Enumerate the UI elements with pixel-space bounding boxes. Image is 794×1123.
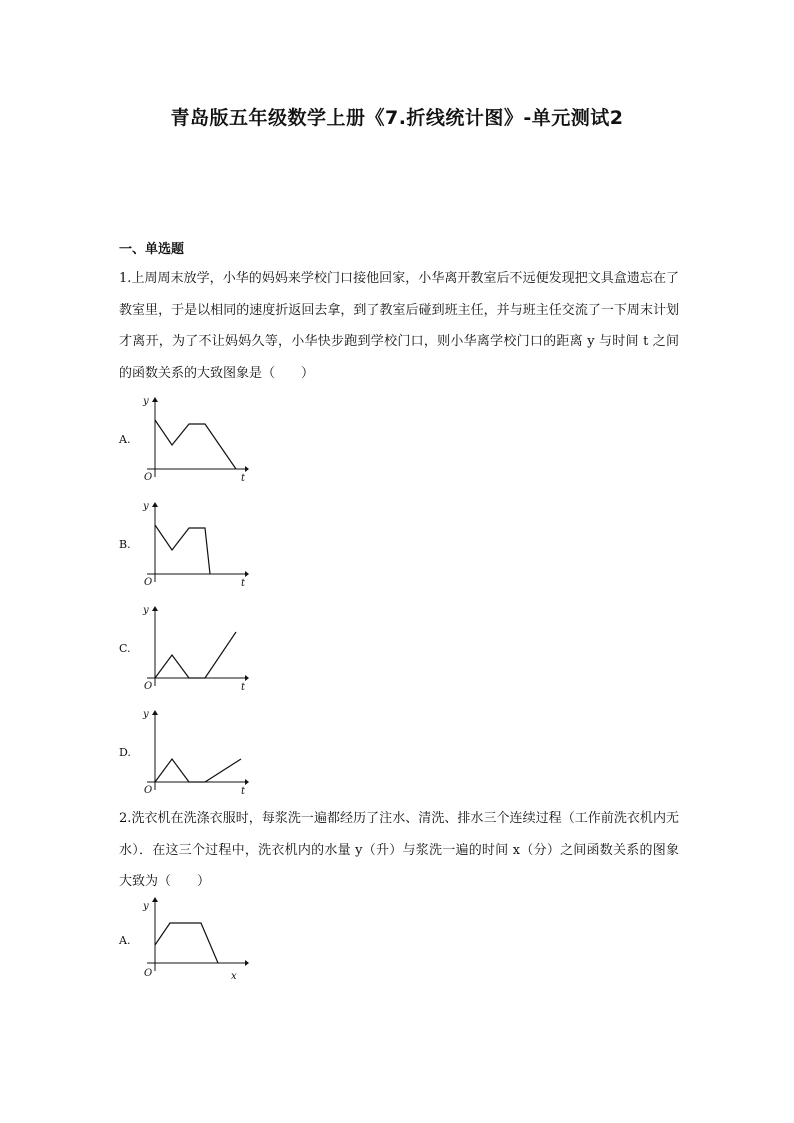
q2-option-a-label: A. [119, 934, 131, 947]
x-axis-label: t [241, 786, 246, 797]
origin-label: O [144, 968, 153, 979]
option-d-label: D. [119, 746, 131, 759]
origin-label: O [144, 472, 153, 483]
section-heading: 一、单选题 [119, 242, 185, 257]
x-axis-arrow [245, 779, 249, 785]
y-axis-arrow [152, 502, 158, 507]
y-axis-arrow [152, 710, 158, 715]
y-axis-label: y [143, 901, 149, 912]
function-line [155, 759, 241, 782]
q2-option-a-graph [135, 895, 250, 985]
question-2-text: 2.洗衣机在洗涤衣服时，每浆洗一遍都经历了注水、清洗、排水三个连续过程（工作前洗衣机内无水）．在这三个过程中，洗衣机内的水量 y（升）与浆洗一遍的时间 x（分）之间函数关系的图象大致为（ ） [119, 811, 679, 889]
origin-label: O [144, 785, 153, 796]
x-axis-label: t [241, 473, 246, 484]
x-axis-arrow [245, 466, 249, 472]
y-axis-label: y [143, 605, 149, 616]
function-line [155, 923, 218, 963]
x-axis-label: x [231, 971, 237, 982]
x-axis-label: t [241, 578, 246, 589]
option-c-graph [135, 604, 250, 694]
function-line [155, 420, 236, 469]
y-axis-label: y [143, 501, 149, 512]
y-axis-arrow [152, 897, 158, 902]
page-title: 青岛版五年级数学上册《7.折线统计图》-单元测试2 [170, 107, 624, 129]
option-a-label: A. [119, 433, 131, 446]
y-axis-label: y [143, 709, 149, 720]
option-a-graph [135, 395, 250, 485]
option-b-label: B. [119, 538, 131, 551]
function-line [155, 525, 210, 574]
x-axis-arrow [245, 571, 249, 577]
function-line [155, 632, 236, 678]
x-axis-arrow [245, 960, 249, 966]
y-axis-arrow [152, 606, 158, 611]
x-axis-label: t [241, 682, 246, 693]
question-1-text: 1.上周周末放学，小华的妈妈来学校门口接他回家，小华离开教室后不远便发现把文具盒遗忘在了教室里，于是以相同的速度折返回去拿，到了教室后碰到班主任，并与班主任交流了一下周末计划才离开，为了不让妈妈久等，小华快步跑到学校门口，则小华离学校门口的距离 y 与时间 t 之间的函数关系的大致图象是（ ） [119, 271, 679, 381]
option-c-label: C. [119, 642, 131, 655]
y-axis-arrow [152, 397, 158, 402]
option-b-graph [135, 500, 250, 590]
option-d-graph [135, 708, 250, 798]
origin-label: O [144, 577, 153, 588]
y-axis-label: y [143, 396, 149, 407]
x-axis-arrow [245, 675, 249, 681]
origin-label: O [144, 681, 153, 692]
